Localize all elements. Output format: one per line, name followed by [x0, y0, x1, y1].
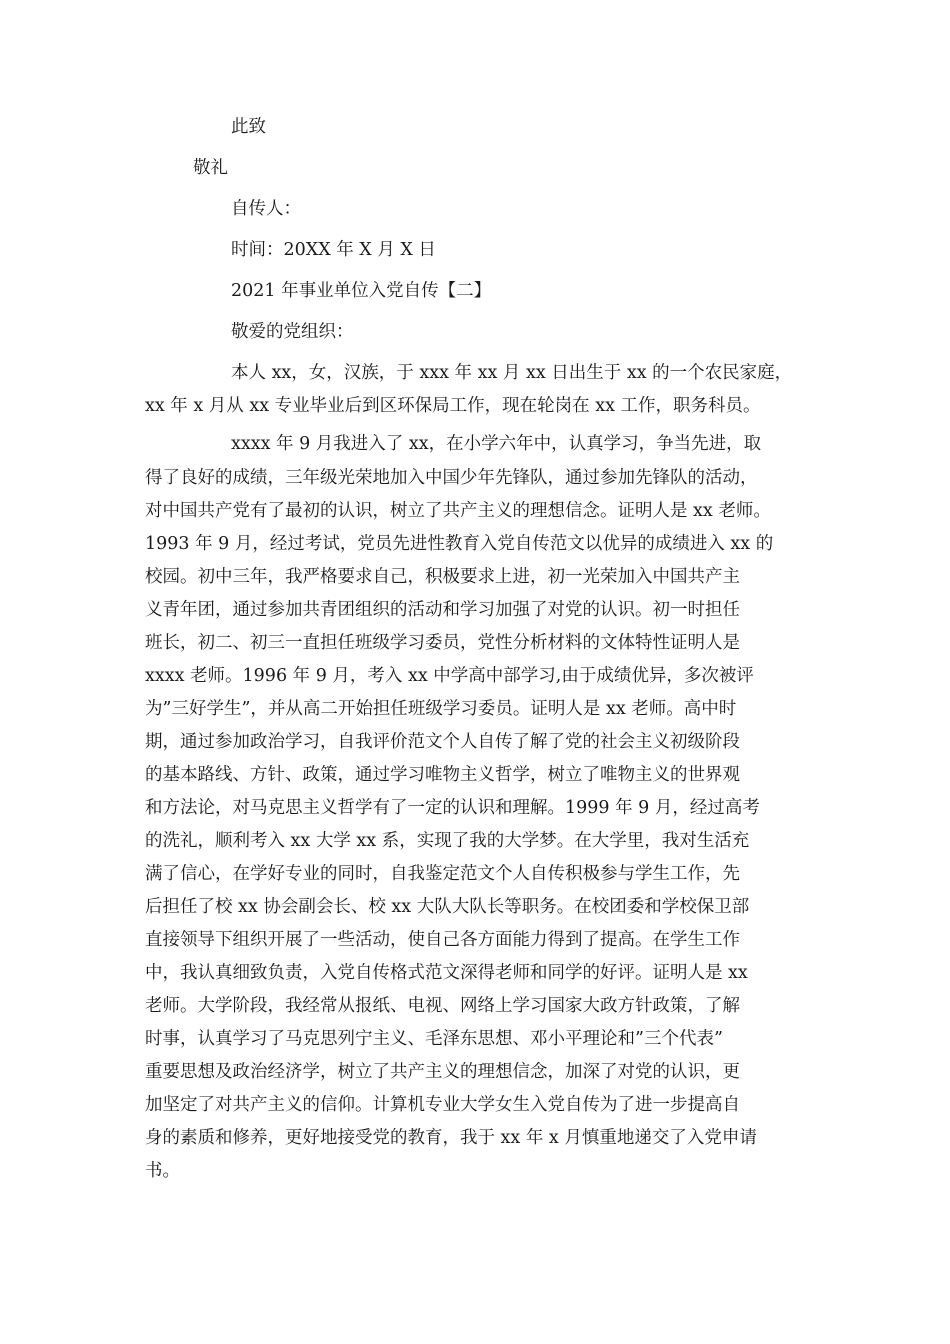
paragraph-line: 后担任了校 xx 协会副会长、校 xx 大队大队长等职务。在校团委和学校保卫部 — [145, 897, 750, 917]
salutation: 敬爱的党组织： — [231, 322, 354, 342]
paragraph-line: xxxx 年 9 月我进入了 xx，在小学六年中，认真学习，争当先进，取 — [231, 434, 762, 454]
paragraph-line: 的洗礼，顺利考入 xx 大学 xx 系，实现了我的大学梦。在大学里，我对生活充 — [145, 831, 750, 851]
paragraph-line: 中，我认真细致负责，入党自传格式范文深得老师和同学的好评。证明人是 xx — [145, 963, 748, 983]
paragraph-line: 本人 xx，女，汉族，于 xxx 年 xx 月 xx 日出生于 xx 的一个农民家庭， — [231, 363, 793, 383]
paragraph-line: 班长，初二、初三一直担任班级学习委员，党性分析材料的文体特性证明人是 — [145, 633, 740, 653]
section-heading: 2021 年事业单位入党自传【二】 — [231, 281, 492, 301]
paragraph-line: 和方法论，对马克思主义哲学有了一定的认识和理解。1999 年 9 月，经过高考 — [145, 798, 760, 818]
author-label: 自传人： — [231, 199, 301, 219]
paragraph-line: 书。 — [145, 1161, 180, 1181]
date-line: 时间：20XX 年 X 月 X 日 — [231, 240, 436, 260]
paragraph-line: 时事，认真学习了马克思列宁主义、毛泽东思想、邓小平理论和”三个代表” — [145, 1029, 723, 1049]
paragraph-line: xx 年 x 月从 xx 专业毕业后到区环保局工作，现在轮岗在 xx 工作，职务科员。 — [145, 396, 761, 416]
paragraph-line: 得了良好的成绩，三年级光荣地加入中国少年先锋队，通过参加先锋队的活动， — [145, 468, 758, 488]
closing-greeting: 此致 — [231, 117, 266, 137]
paragraph-line: xxxx 老师。1996 年 9 月，考入 xx 中学高中部学习,由于成绩优异，多次被评 — [145, 666, 754, 686]
paragraph-line: 加坚定了对共产主义的信仰。计算机专业大学女生入党自传为了进一步提高自 — [145, 1095, 740, 1115]
paragraph-line: 义青年团，通过参加共青团组织的活动和学习加强了对党的认识。初一时担任 — [145, 600, 740, 620]
paragraph-line: 的基本路线、方针、政策，通过学习唯物主义哲学，树立了唯物主义的世界观 — [145, 765, 740, 785]
paragraph-line: 期，通过参加政治学习，自我评价范文个人自传了解了党的社会主义初级阶段 — [145, 732, 740, 752]
paragraph-line: 对中国共产党有了最初的认识，树立了共产主义的理想信念。证明人是 xx 老师。 — [145, 501, 771, 521]
paragraph-line: 满了信心，在学好专业的同时，自我鉴定范文个人自传积极参与学生工作，先 — [145, 864, 740, 884]
paragraph-line: 校园。初中三年，我严格要求自己，积极要求上进，初一光荣加入中国共产主 — [145, 567, 740, 587]
paragraph-line: 为”三好学生”，并从高二开始担任班级学习委员。证明人是 xx 老师。高中时 — [145, 699, 737, 719]
paragraph-line: 身的素质和修养，更好地接受党的教育，我于 xx 年 x 月慎重地递交了入党申请 — [145, 1128, 757, 1148]
paragraph-line: 直接领导下组织开展了一些活动，使自己各方面能力得到了提高。在学生工作 — [145, 930, 740, 950]
paragraph-line: 老师。大学阶段，我经常从报纸、电视、网络上学习国家大政方针政策，了解 — [145, 996, 740, 1016]
paragraph-line: 重要思想及政治经济学，树立了共产主义的理想信念，加深了对党的认识，更 — [145, 1062, 740, 1082]
closing-salute: 敬礼 — [193, 158, 228, 178]
paragraph-line: 1993 年 9 月，经过考试，党员先进性教育入党自传范文以优异的成绩进入 xx 的 — [145, 534, 774, 554]
